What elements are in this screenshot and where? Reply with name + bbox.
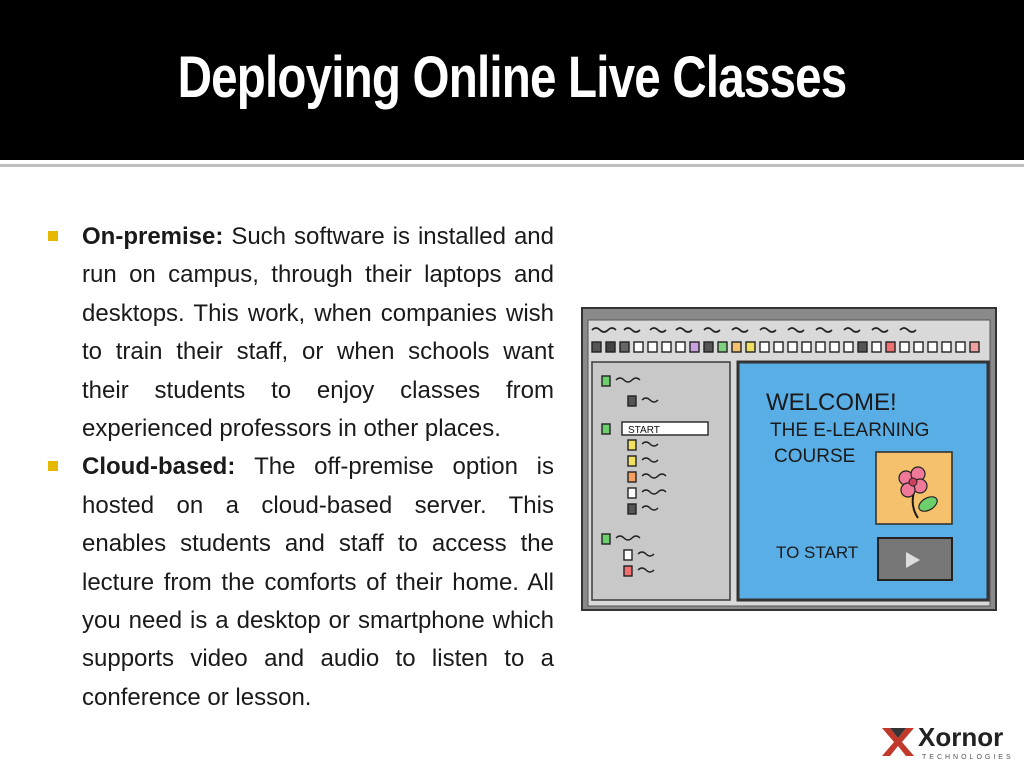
bullet-marker: [48, 231, 58, 241]
bullet-label: Cloud-based:: [82, 453, 255, 481]
bullet-text: Such software is installed and run on campus, through their laptops and desktops. This work, when companies wish to train their staff, or when schools want their students to enjoy classes from experienced professors in other places.: [82, 223, 554, 443]
bullet-on-premise: [44, 218, 554, 448]
bullet-text: The off-premise option is hosted on a cloud-based server. This enables students and staff to access the lecture from the comforts of their home. All you need is a desktop or smartphone which supports video and audio to listen to a conference or lesson.: [82, 453, 554, 711]
welcome-line-3: COURSE: [774, 446, 856, 467]
bullet-list: [44, 218, 554, 717]
company-logo: [878, 722, 1018, 764]
to-start-label: TO START: [776, 543, 859, 562]
logo-name: Xornor: [918, 722, 1004, 752]
welcome-line-1: WELCOME!: [766, 389, 897, 416]
logo-mark-icon: [880, 724, 916, 760]
e-learning-illustration: [580, 306, 1000, 614]
bullet-label: On-premise:: [82, 223, 232, 250]
logo-tagline: TECHNOLOGIES: [922, 754, 1014, 761]
slide-title: Deploying Online Live Classes: [177, 45, 847, 110]
tree-panel: [592, 362, 730, 600]
title-bar: [0, 0, 1024, 160]
divider: [0, 164, 1024, 167]
welcome-line-2: THE E-LEARNING: [770, 420, 930, 441]
bullet-cloud-based: [44, 448, 554, 717]
bullet-marker: [48, 461, 58, 471]
start-field-label: START: [628, 425, 660, 436]
